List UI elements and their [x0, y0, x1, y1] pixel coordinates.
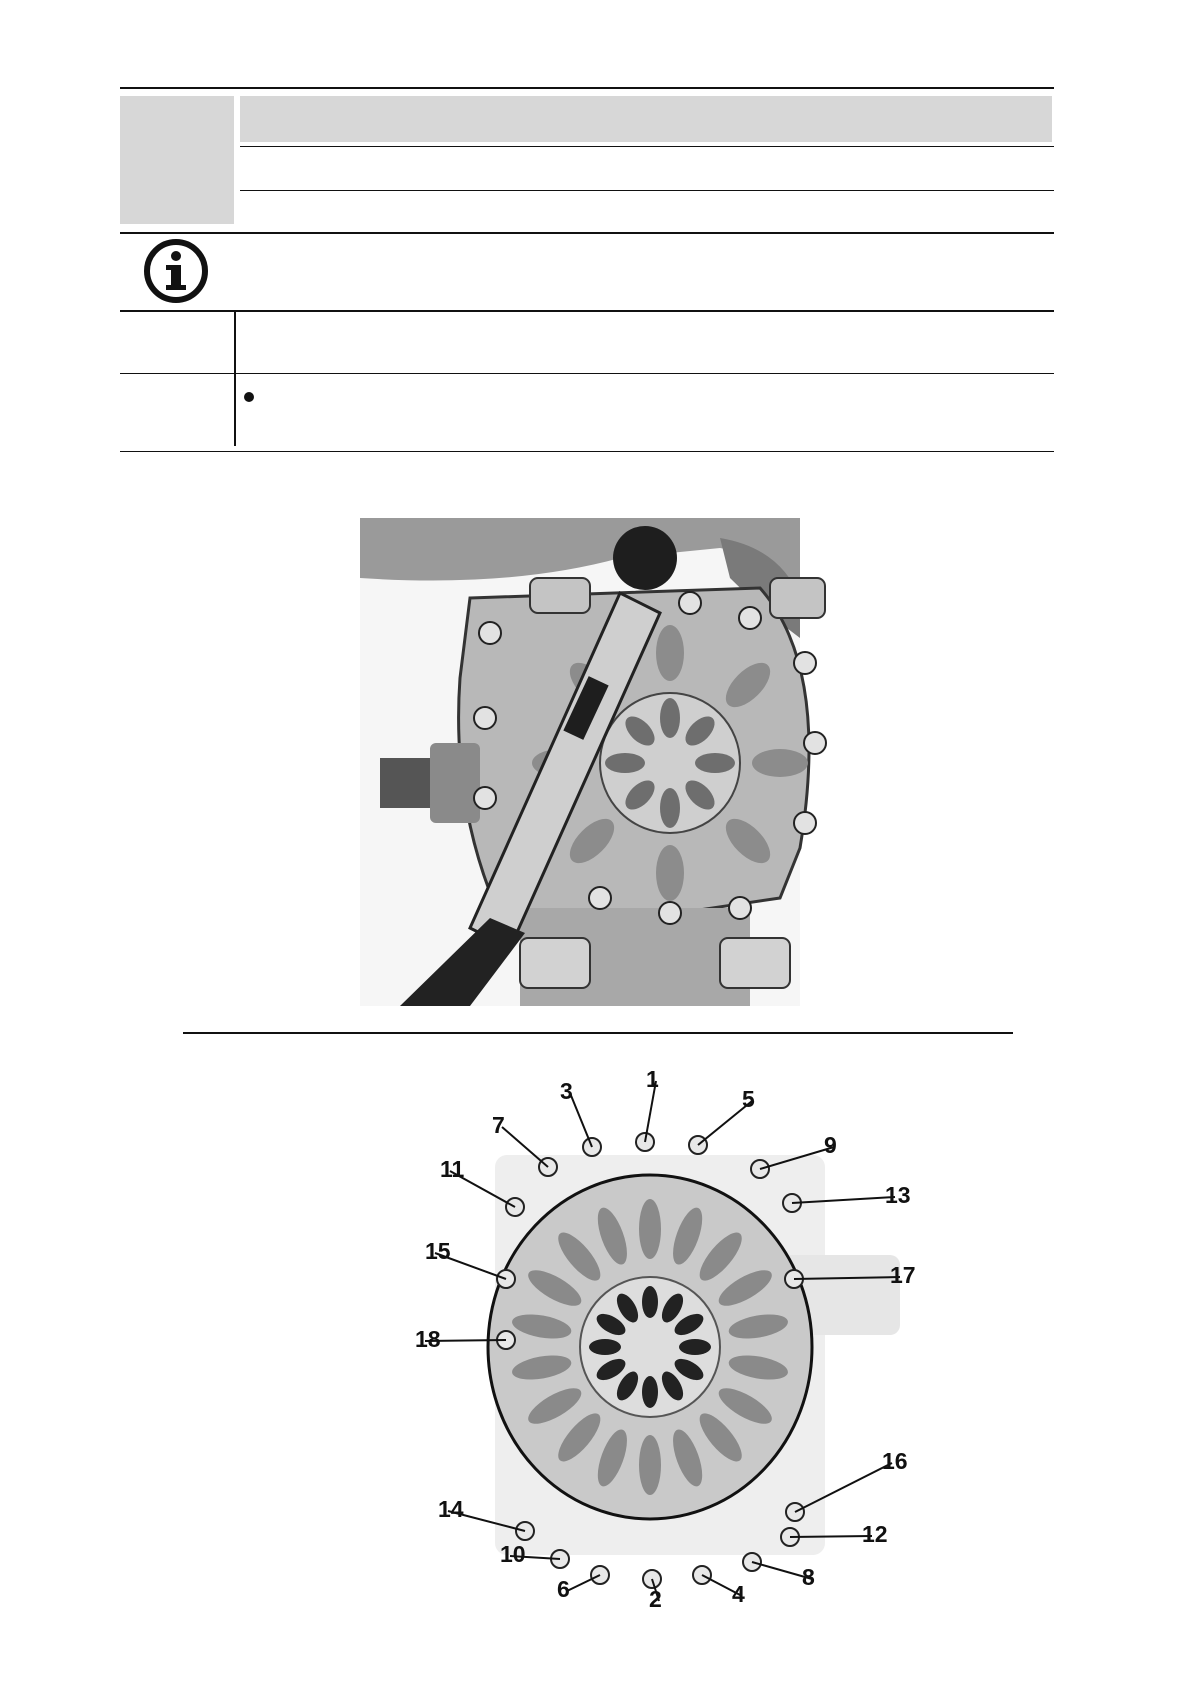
callout-label-14: 14: [438, 1496, 464, 1522]
callout-label-12: 12: [862, 1521, 888, 1547]
cover-slot: [589, 1339, 621, 1355]
callout-label-10: 10: [500, 1541, 526, 1567]
info-icon: [143, 238, 209, 304]
callout-label-6: 6: [557, 1576, 570, 1602]
callout-label-17: 17: [890, 1262, 916, 1288]
bullet-point: [244, 392, 254, 402]
column-divider: [234, 312, 236, 446]
cover-slot: [642, 1286, 658, 1318]
cover-slot: [642, 1376, 658, 1408]
row-rule-5: [120, 373, 1054, 374]
callout-label-7: 7: [492, 1112, 505, 1138]
figure-separator: [183, 1032, 1013, 1034]
callout-label-15: 15: [425, 1238, 451, 1264]
callout-label-13: 13: [885, 1182, 911, 1208]
callout-label-9: 9: [824, 1132, 837, 1158]
callout-label-16: 16: [882, 1448, 908, 1474]
row-rule-1: [240, 146, 1054, 147]
callout-label-11: 11: [440, 1156, 465, 1182]
leader-line-12: [790, 1536, 872, 1537]
top-rule: [120, 87, 1054, 89]
callout-label-4: 4: [732, 1581, 745, 1607]
callout-label-5: 5: [742, 1086, 755, 1112]
section-title-cell: [240, 96, 1052, 142]
row-rule-2: [240, 190, 1054, 191]
cover-rib: [639, 1199, 661, 1259]
callout-label-3: 3: [560, 1078, 573, 1104]
callout-label-8: 8: [802, 1564, 815, 1590]
section-label-cell: [120, 96, 234, 224]
cover-rib: [639, 1435, 661, 1495]
row-rule-3: [120, 232, 1054, 234]
callout-label-18: 18: [415, 1326, 441, 1352]
callout-label-1: 1: [646, 1066, 659, 1092]
bolt-tightening-sequence-diagram: [350, 1066, 930, 1612]
row-rule-4: [120, 310, 1054, 312]
leader-line-3: [570, 1093, 592, 1147]
callout-label-2: 2: [649, 1586, 662, 1612]
cover-slot: [679, 1339, 711, 1355]
torque-wrench-photo: [360, 518, 800, 1006]
bottom-rule: [120, 451, 1054, 452]
